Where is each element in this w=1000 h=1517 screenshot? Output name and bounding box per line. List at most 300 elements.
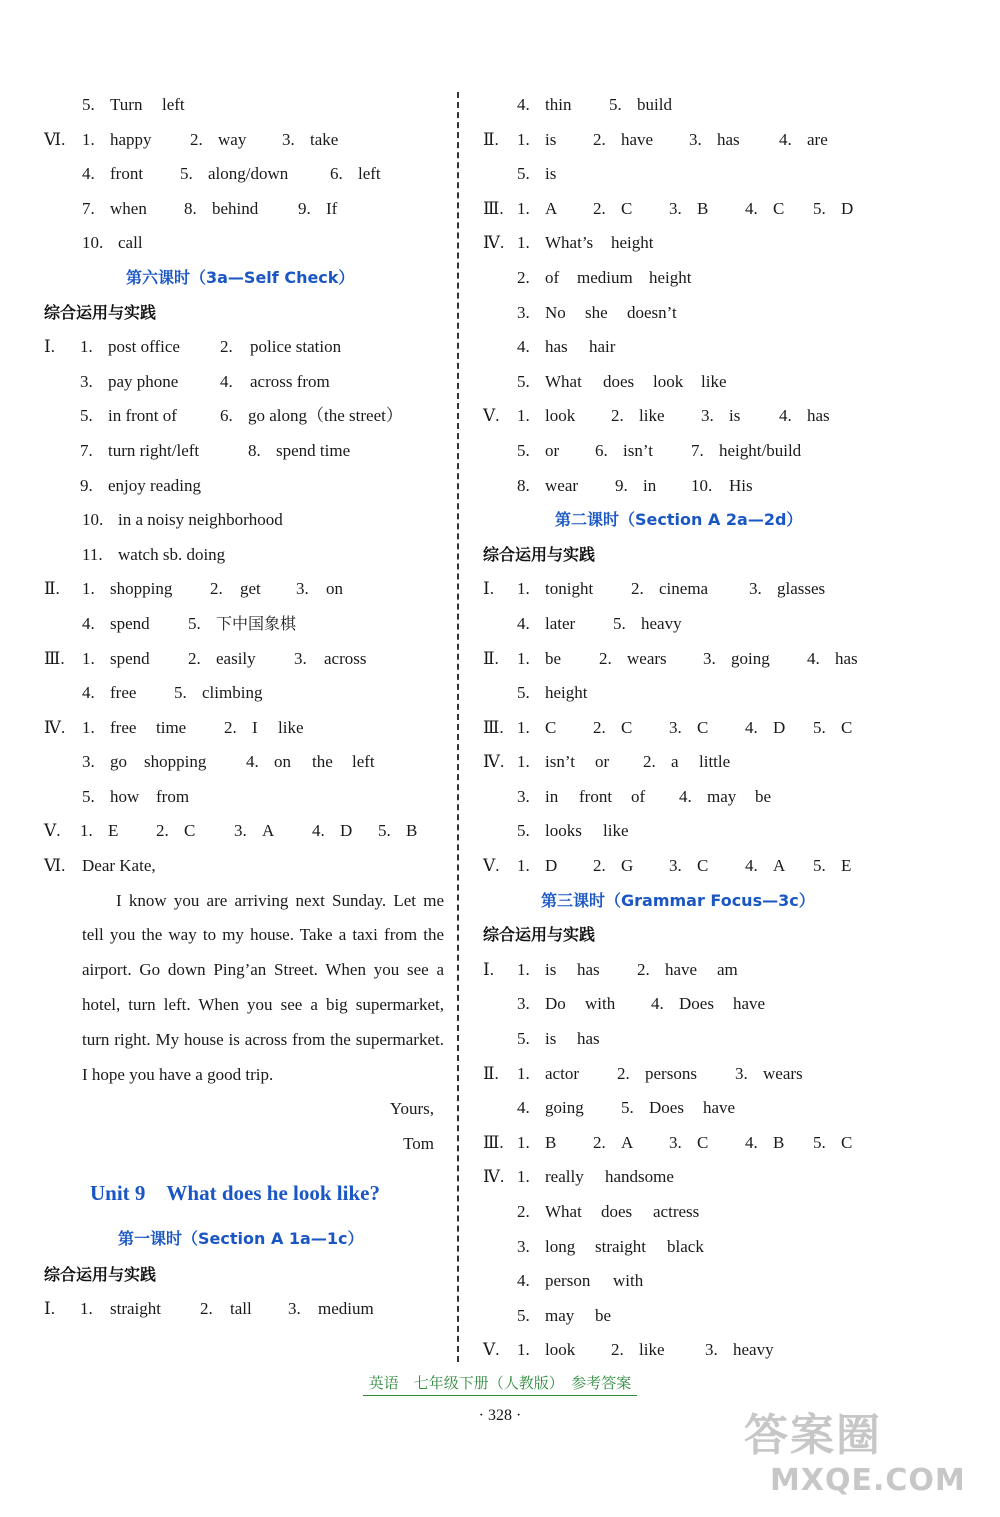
item-number: 4.: [246, 752, 259, 772]
answer-text: have: [703, 1098, 736, 1118]
item-number: 4.: [745, 198, 758, 218]
answer-text: on: [326, 579, 343, 599]
answer-text: go: [110, 752, 127, 772]
answer-text: I: [252, 717, 258, 737]
answer-text: be: [545, 648, 562, 668]
item-number: 3.: [82, 752, 95, 772]
answer-text: has: [835, 648, 858, 668]
answer-row: [483, 849, 953, 884]
item-number: 2.: [593, 129, 606, 149]
letter-signature: Tom: [403, 1134, 434, 1154]
answer-text: left: [162, 95, 185, 114]
answer-row: [44, 642, 444, 677]
answer-text: pay phone: [108, 371, 179, 391]
item-number: 3.: [749, 579, 762, 599]
answer-row: [44, 123, 444, 158]
item-number: 1.: [80, 337, 93, 357]
item-number: 4.: [517, 613, 530, 633]
item-number: 2.: [593, 717, 606, 737]
answer-text: shopping: [110, 579, 173, 599]
answer-row: [483, 953, 953, 988]
answer-row: [44, 814, 444, 849]
answer-text: His: [729, 475, 753, 495]
item-number: 6.: [330, 164, 343, 184]
answer-row: [483, 1091, 953, 1126]
answer-text: front: [110, 164, 144, 184]
answer-text: C: [697, 856, 709, 876]
item-number: 9.: [80, 475, 93, 495]
answer-text: turn right/left: [108, 440, 200, 460]
answer-text: like: [701, 371, 727, 391]
answer-row: [483, 469, 953, 504]
item-number: 1.: [517, 717, 530, 737]
answer-text: Does: [649, 1098, 684, 1118]
answer-text: of: [631, 786, 646, 806]
item-number: 3.: [288, 1299, 301, 1319]
answer-row: [44, 745, 444, 780]
item-number: 2.: [517, 1202, 530, 1221]
answer-row: [44, 676, 444, 711]
answer-text: are: [807, 129, 828, 149]
item-number: 7.: [691, 440, 704, 460]
answer-text: of: [545, 267, 560, 287]
item-number: 8.: [248, 440, 261, 460]
item-number: 1.: [82, 129, 95, 149]
answer-row: [483, 711, 953, 746]
item-number: 4.: [745, 856, 758, 876]
lesson-title-text: 第三课时（Grammar Focus—3c）: [541, 890, 815, 910]
answer-text: from: [156, 786, 190, 806]
answer-text: C: [773, 198, 785, 218]
answer-row: [483, 1022, 953, 1057]
item-number: 1.: [517, 752, 530, 772]
answer-text: hair: [589, 337, 616, 357]
answer-row: [483, 88, 953, 123]
answer-row: [483, 814, 953, 849]
item-number: 4.: [517, 1098, 530, 1118]
item-number: 4.: [651, 994, 664, 1014]
item-number: 3.: [517, 786, 530, 806]
item-number: 5.: [609, 95, 622, 114]
section-label: Ⅰ.: [44, 1299, 55, 1319]
answer-text: she: [585, 302, 608, 322]
section-label: Ⅱ.: [483, 129, 499, 149]
answer-text: E: [108, 821, 119, 841]
section-label: Ⅴ.: [483, 1340, 500, 1360]
section-label: Ⅱ.: [483, 1063, 499, 1083]
item-number: 3.: [689, 129, 702, 149]
item-number: 4.: [82, 613, 95, 633]
answer-text: C: [697, 1132, 709, 1152]
section-heading: 综合运用与实践: [483, 544, 596, 564]
answer-text: is: [545, 164, 557, 184]
answer-text: medium: [318, 1299, 374, 1319]
answer-row: [483, 192, 953, 227]
item-number: 6.: [595, 440, 608, 460]
answer-text: shopping: [144, 752, 207, 772]
answer-text: like: [639, 406, 665, 426]
answer-text: B: [545, 1132, 557, 1152]
item-number: 1.: [517, 1132, 530, 1152]
answer-text: be: [595, 1305, 612, 1325]
answer-text: has: [717, 129, 740, 149]
answer-text: look: [545, 1340, 576, 1360]
answer-text: on: [274, 752, 291, 772]
item-number: 5.: [613, 613, 626, 633]
answer-text: time: [156, 717, 187, 737]
answer-text: be: [755, 786, 772, 806]
item-number: 1.: [517, 1340, 530, 1360]
answer-text: cinema: [659, 579, 709, 599]
item-number: 2.: [637, 959, 650, 979]
answer-text: look: [545, 406, 576, 426]
answer-text: in a noisy neighborhood: [118, 510, 283, 530]
answer-text: heavy: [733, 1340, 774, 1360]
section-label: Ⅲ.: [483, 717, 504, 737]
answer-text: take: [310, 129, 339, 149]
item-number: 4.: [807, 648, 820, 668]
item-number: 1.: [82, 579, 95, 599]
answer-text: get: [240, 579, 261, 599]
item-number: 2.: [200, 1299, 213, 1319]
answer-text: No: [545, 302, 566, 322]
answer-text: may: [707, 786, 737, 806]
letter-body: I know you are arriving next Sunday. Let me tell you the way to my house. Take a taxi from the airport. Go down Ping’an Street. When you see a hotel, turn left. When you see a big supermarket, turn right. My house is across from the supermarket. I hope you have a good trip.: [82, 890, 444, 1084]
answer-row: [44, 192, 444, 227]
answer-row: [483, 1333, 953, 1368]
item-number: 3.: [234, 821, 247, 841]
lesson-title: [44, 1220, 444, 1258]
item-number: 5.: [517, 371, 530, 391]
item-number: 1.: [517, 233, 530, 253]
answer-text: height/build: [719, 440, 802, 460]
answer-row: [483, 365, 953, 400]
answer-text: tall: [230, 1299, 252, 1319]
lesson-title: [483, 884, 953, 919]
answer-row: [44, 607, 444, 642]
item-number: 4.: [779, 406, 792, 426]
item-number: 11.: [82, 544, 103, 564]
answer-text: how: [110, 786, 140, 806]
answer-text: later: [545, 613, 576, 633]
item-number: 4.: [679, 786, 692, 806]
item-number: 10.: [691, 475, 713, 495]
answer-row: [483, 157, 953, 192]
item-number: 5.: [813, 717, 826, 737]
item-number: 1.: [517, 648, 530, 668]
site-watermark: [736, 1399, 976, 1509]
answer-text: has: [807, 406, 830, 426]
answer-text: B: [697, 198, 709, 218]
answer-text: with: [613, 1271, 644, 1291]
answer-text: along/down: [208, 164, 289, 184]
item-number: 5.: [621, 1098, 634, 1118]
lesson-title-text: 第一课时（Section A 1a—1c）: [118, 1228, 364, 1248]
answer-text: If: [326, 198, 338, 218]
answer-text: the: [312, 752, 333, 772]
answer-text: is: [545, 1029, 557, 1049]
item-number: 3.: [296, 579, 309, 599]
item-number: 5.: [517, 164, 530, 184]
lesson-title-text: 第六课时（3a—Self Check）: [126, 267, 355, 287]
page-number: · 328 ·: [478, 1407, 522, 1424]
answer-row: [483, 330, 953, 365]
letter-greeting: Dear Kate,: [82, 856, 156, 876]
answer-row: [483, 745, 953, 780]
answer-row: [483, 1299, 953, 1334]
item-number: 1.: [80, 1299, 93, 1319]
item-number: 2.: [156, 821, 169, 841]
answer-text: like: [278, 717, 304, 737]
item-number: 2.: [517, 267, 530, 287]
item-number: 4.: [517, 95, 530, 114]
answer-text: thin: [545, 95, 572, 114]
item-number: 1.: [80, 821, 93, 841]
answer-row: [44, 503, 444, 538]
item-number: 2.: [593, 1132, 606, 1152]
item-number: 8.: [517, 475, 530, 495]
answer-text: C: [621, 717, 633, 737]
answer-text: A: [773, 856, 786, 876]
lesson-title: [483, 503, 953, 538]
answer-text: A: [545, 198, 558, 218]
answer-text: free: [110, 683, 137, 703]
section-label: Ⅴ.: [483, 406, 500, 426]
answer-text: post office: [108, 337, 180, 357]
answer-text: actress: [653, 1202, 700, 1221]
answer-row: [483, 642, 953, 677]
answer-text: spend time: [276, 440, 351, 460]
item-number: 8.: [184, 198, 197, 218]
answer-text: straight: [110, 1299, 161, 1319]
item-number: 3.: [669, 717, 682, 737]
answer-text: 下中国象棋: [216, 613, 297, 633]
answer-text: climbing: [202, 683, 263, 703]
answer-text: spend: [110, 648, 150, 668]
answer-text: build: [637, 95, 672, 114]
answer-text: left: [352, 752, 375, 772]
answer-row: [483, 261, 953, 296]
item-number: 9.: [298, 198, 311, 218]
answer-row: [44, 711, 444, 746]
answer-text: long: [545, 1236, 576, 1256]
item-number: 2.: [593, 856, 606, 876]
section-label: Ⅰ.: [483, 959, 494, 979]
answer-row: [44, 780, 444, 815]
right-column: [483, 88, 953, 1368]
item-number: 4.: [517, 1271, 530, 1291]
item-number: 4.: [312, 821, 325, 841]
answer-row: [44, 330, 444, 365]
item-number: 4.: [745, 717, 758, 737]
answer-text: What: [545, 1202, 582, 1221]
section-label: Ⅳ.: [483, 233, 505, 253]
watermark-logo-text: 答案圈: [744, 1410, 882, 1461]
answer-text: wear: [545, 475, 579, 495]
answer-text: A: [621, 1132, 634, 1152]
answer-row: [483, 226, 953, 261]
answer-row: [483, 123, 953, 158]
answer-row: [44, 399, 444, 434]
section-label: Ⅴ.: [44, 821, 61, 841]
item-number: 5.: [180, 164, 193, 184]
item-number: 2.: [611, 1340, 624, 1360]
answer-text: C: [545, 717, 557, 737]
answer-text: when: [110, 198, 147, 218]
item-number: 1.: [517, 1063, 530, 1083]
answer-text: straight: [595, 1236, 646, 1256]
item-number: 5.: [517, 1029, 530, 1049]
section-label: Ⅱ.: [483, 648, 499, 668]
item-number: 2.: [220, 337, 233, 357]
answer-row: [44, 469, 444, 504]
answer-row: [44, 365, 444, 400]
answer-text: Do: [545, 994, 566, 1014]
answer-text: like: [603, 821, 629, 841]
answer-row: [483, 296, 953, 331]
item-number: 5.: [517, 440, 530, 460]
answer-row: [483, 780, 953, 815]
answer-text: What’s: [545, 233, 594, 253]
answer-row: [44, 157, 444, 192]
answer-text: C: [621, 198, 633, 218]
section-heading: 综合运用与实践: [44, 1264, 157, 1284]
answer-text: or: [595, 752, 610, 772]
lesson-title: [44, 261, 444, 296]
section-label: Ⅳ.: [44, 717, 66, 737]
item-number: 3.: [294, 648, 307, 668]
item-number: 3.: [735, 1063, 748, 1083]
item-number: 3.: [669, 198, 682, 218]
answer-text: D: [773, 717, 786, 737]
answer-text: call: [118, 233, 143, 253]
answer-text: have: [665, 959, 698, 979]
item-number: 4.: [745, 1132, 758, 1152]
item-number: 1.: [82, 648, 95, 668]
answer-row: [483, 676, 953, 711]
answer-text: glasses: [777, 579, 826, 599]
answer-text: is: [729, 406, 741, 426]
answer-text: isn’t: [545, 752, 575, 772]
section-label: Ⅳ.: [483, 752, 505, 772]
lesson-title-text: 第二课时（Section A 2a—2d）: [555, 510, 803, 530]
item-number: 2.: [611, 406, 624, 426]
item-number: 1.: [517, 129, 530, 149]
answer-row: [44, 226, 444, 261]
item-number: 2.: [593, 198, 606, 218]
item-number: 3.: [517, 994, 530, 1014]
answer-text: left: [358, 164, 381, 184]
answer-text: like: [639, 1340, 665, 1360]
item-number: 4.: [517, 337, 530, 357]
answer-text: D: [340, 821, 353, 841]
answer-text: really: [545, 1167, 584, 1187]
answer-text: C: [841, 1132, 853, 1152]
item-number: 3.: [80, 371, 93, 391]
item-number: 2.: [631, 579, 644, 599]
answer-text: D: [545, 856, 558, 876]
answer-text: in front of: [108, 406, 177, 426]
item-number: 3.: [669, 1132, 682, 1152]
answer-row: [483, 1057, 953, 1092]
answer-text: medium: [577, 267, 633, 287]
section-label: Ⅵ.: [44, 856, 66, 876]
section-label: Ⅲ.: [483, 1132, 504, 1152]
answer-text: free: [110, 717, 137, 737]
item-number: 5.: [517, 1305, 530, 1325]
answer-text: is: [545, 129, 557, 149]
answer-row: [44, 434, 444, 469]
answer-row: [483, 1264, 953, 1299]
answer-row: [44, 538, 444, 573]
answer-text: B: [773, 1132, 785, 1152]
answer-row: [483, 434, 953, 469]
item-number: 1.: [517, 198, 530, 218]
answer-text: person: [545, 1271, 591, 1291]
item-number: 5.: [82, 786, 95, 806]
item-number: 9.: [615, 475, 628, 495]
item-number: 5.: [517, 821, 530, 841]
answer-row: [483, 1160, 953, 1195]
answer-text: look: [653, 371, 684, 391]
item-number: 4.: [220, 371, 233, 391]
section-heading: 综合运用与实践: [483, 925, 596, 945]
item-number: 7.: [82, 198, 95, 218]
answer-text: go along（the street）: [248, 406, 403, 426]
answer-text: looks: [545, 821, 582, 841]
section-label: Ⅵ.: [44, 129, 66, 149]
answer-text: may: [545, 1305, 575, 1325]
item-number: 5.: [813, 1132, 826, 1152]
item-number: 1.: [517, 579, 530, 599]
answer-text: has: [577, 959, 600, 979]
answer-text: height: [545, 683, 588, 703]
answer-row: [44, 1292, 444, 1327]
answer-text: heavy: [641, 613, 682, 633]
answer-text: have: [733, 994, 766, 1014]
answer-text: in: [545, 786, 559, 806]
item-number: 2.: [643, 752, 656, 772]
item-number: 1.: [517, 959, 530, 979]
watermark-url: MXQE.COM: [770, 1463, 966, 1498]
item-number: 5.: [378, 821, 391, 841]
item-number: 10.: [82, 510, 104, 530]
item-number: 6.: [220, 406, 233, 426]
answer-text: tonight: [545, 579, 594, 599]
answer-row: [44, 849, 444, 884]
footer-title: 英语 七年级下册（人教版） 参考答案: [363, 1372, 638, 1396]
answer-row: [483, 1230, 953, 1265]
answer-text: doesn’t: [627, 302, 677, 322]
item-number: 10.: [82, 233, 104, 253]
answer-text: C: [697, 717, 709, 737]
answer-text: height: [649, 267, 692, 287]
item-number: 3.: [701, 406, 714, 426]
answer-text: police station: [250, 337, 342, 357]
column-divider: [457, 92, 459, 1362]
answer-text: does: [601, 1202, 633, 1221]
left-column: [44, 88, 444, 1327]
item-number: 3.: [517, 302, 530, 322]
answer-row: [44, 572, 444, 607]
answer-row: [483, 1195, 953, 1230]
section-label: Ⅲ.: [483, 198, 504, 218]
answer-row: [483, 607, 953, 642]
letter-closing: Yours,: [389, 1099, 434, 1119]
section-heading: 综合运用与实践: [44, 302, 157, 322]
answer-text: wears: [763, 1063, 803, 1083]
answer-text: height: [611, 233, 654, 253]
